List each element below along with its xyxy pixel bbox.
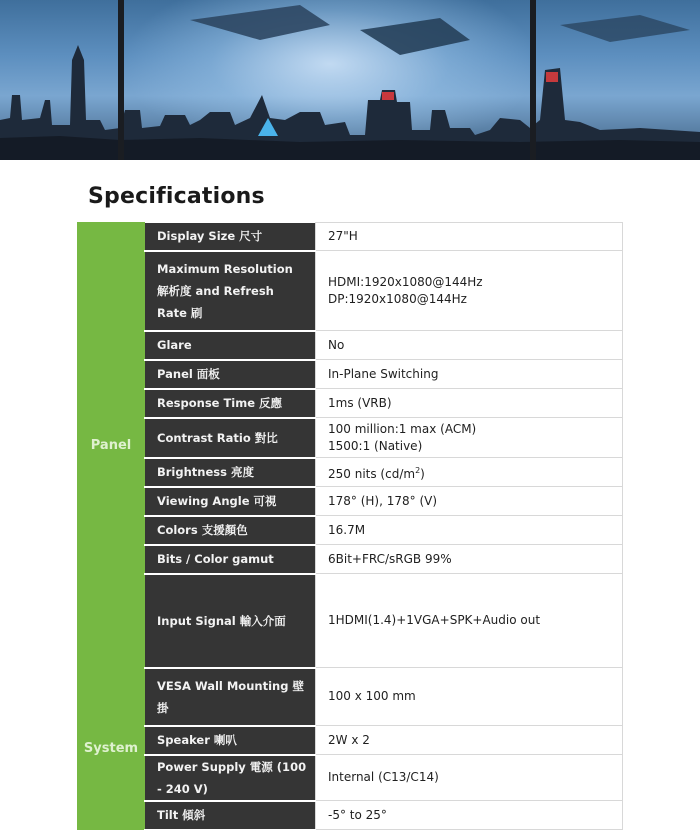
spec-label: Colors 支援顏色 — [145, 516, 316, 545]
table-row — [78, 668, 623, 726]
spec-value-line: HDMI:1920x1080@144Hz — [328, 274, 483, 289]
spec-value: 2W x 2 — [316, 726, 623, 755]
specifications-table — [77, 222, 623, 831]
spec-label: Tilt 傾斜 — [145, 801, 316, 830]
spec-value-line: 1500:1 (Native) — [328, 438, 423, 453]
spec-label: Display Size 尺寸 — [145, 223, 316, 251]
spec-value: No — [316, 331, 623, 360]
spec-label: Panel 面板 — [145, 360, 316, 389]
spec-value: 178° (H), 178° (V) — [316, 487, 623, 516]
spec-label: Response Time 反應 — [145, 389, 316, 418]
hero-banner-image — [0, 0, 700, 160]
spec-label: Power Supply 電源 (100 - 240 V) — [145, 755, 316, 801]
spec-label: VESA Wall Mounting 壁掛 — [145, 668, 316, 726]
category-label: Panel — [90, 437, 132, 453]
spec-label: Contrast Ratio 對比 — [145, 418, 316, 458]
spec-label: Brightness 亮度 — [145, 458, 316, 487]
table-row — [78, 251, 623, 331]
spec-value-line: DP:1920x1080@144Hz — [328, 291, 467, 306]
table-row — [78, 331, 623, 360]
spec-value — [316, 251, 623, 331]
table-row — [78, 755, 623, 801]
spec-value: -5° to 25° — [316, 801, 623, 830]
spec-label: Glare — [145, 331, 316, 360]
table-row — [78, 458, 623, 487]
spec-value: Internal (C13/C14) — [316, 755, 623, 801]
spec-value: 1ms (VRB) — [316, 389, 623, 418]
spec-value-text: 250 nits (cd/m — [328, 466, 416, 481]
table-row — [78, 360, 623, 389]
spec-value — [316, 418, 623, 458]
game-scene-illustration — [0, 0, 700, 160]
table-row — [78, 801, 623, 830]
table-row — [78, 418, 623, 458]
spec-label: Speaker 喇叭 — [145, 726, 316, 755]
spec-label: Input Signal 輸入介面 — [145, 574, 316, 668]
spec-value-tail: ) — [420, 466, 425, 481]
spec-value — [316, 458, 623, 487]
table-row — [78, 223, 623, 251]
spec-value: In-Plane Switching — [316, 360, 623, 389]
table-row — [78, 545, 623, 574]
spec-value: 16.7M — [316, 516, 623, 545]
spec-label: Viewing Angle 可視 — [145, 487, 316, 516]
table-row — [78, 487, 623, 516]
spec-label: Maximum Resolution 解析度 and Refresh Rate 刷 — [145, 251, 316, 331]
category-cell-panel — [78, 223, 145, 668]
section-title: Specifications — [88, 184, 265, 209]
monitor-bezel-right — [530, 0, 536, 160]
table-row — [78, 726, 623, 755]
table-row — [78, 389, 623, 418]
spec-label: Bits / Color gamut — [145, 545, 316, 574]
spec-value: 6Bit+FRC/sRGB 99% — [316, 545, 623, 574]
table-row — [78, 574, 623, 668]
superscript: 2 — [415, 465, 421, 475]
spec-value-line: 100 million:1 max (ACM) — [328, 421, 477, 436]
category-label: System — [83, 741, 139, 756]
spec-value: 100 x 100 mm — [316, 668, 623, 726]
table-row — [78, 516, 623, 545]
category-cell-system — [78, 668, 145, 830]
spec-value: 1HDMI(1.4)+1VGA+SPK+Audio out — [316, 574, 623, 668]
monitor-bezel-left — [118, 0, 124, 160]
spec-value: 27"H — [316, 223, 623, 251]
